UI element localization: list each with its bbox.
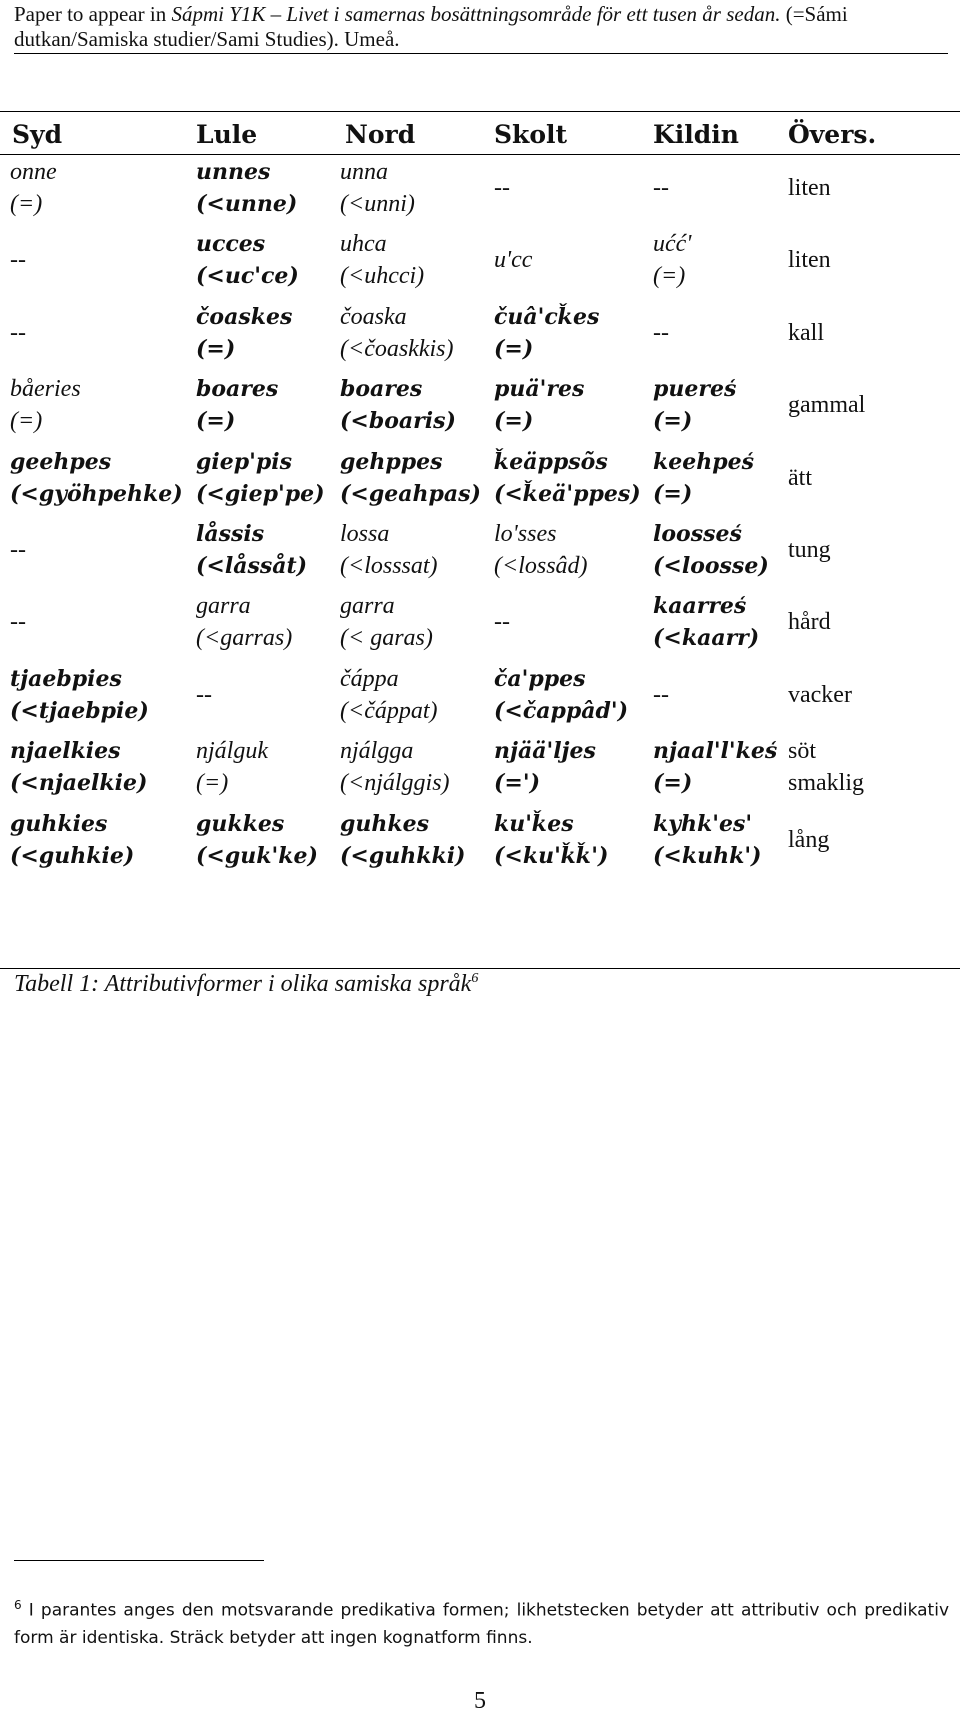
cell-line: -- <box>196 681 212 708</box>
table-cell-skolt <box>494 735 596 799</box>
table-bottom-rule <box>0 968 960 969</box>
cell-line: låssis <box>196 521 265 547</box>
cell-line: (=) <box>653 480 693 507</box>
cell-line: čoaska <box>340 303 407 330</box>
table-cell-syd <box>10 446 183 510</box>
cell-line: lång <box>788 826 830 853</box>
cell-line: (=) <box>10 408 43 435</box>
table-cell-lule <box>196 156 297 220</box>
cell-line: (=) <box>653 770 693 797</box>
table-cell-syd <box>10 808 134 872</box>
table-cell-nord <box>340 735 450 799</box>
column-header-syd: Syd <box>12 120 63 149</box>
cell-line: čáppa <box>340 665 399 692</box>
cell-line: boares <box>196 376 279 403</box>
cell-line: (<uhcci) <box>340 263 425 290</box>
table-cell-nord <box>340 301 453 365</box>
table-cell-nord <box>340 808 465 872</box>
cell-line: gammal <box>788 392 866 419</box>
cell-line: -- <box>653 319 669 346</box>
header-prefix: Paper to appear in <box>14 2 167 26</box>
cell-line: (<geahpas) <box>340 480 481 507</box>
cell-line: liten <box>788 175 831 201</box>
table-cell-kildin <box>653 590 759 654</box>
table-cell-syd <box>10 534 26 566</box>
table-cell-kildin <box>653 446 754 510</box>
cell-line: uhca <box>340 231 387 258</box>
cell-line: pueres̒ <box>653 376 737 403</box>
table-cell-overs <box>788 317 824 349</box>
caption-text: Tabell 1: Attributivformer i olika samiska språk <box>14 971 472 997</box>
cell-line: lo'sses <box>494 521 557 547</box>
column-header-overs: Övers. <box>788 120 877 149</box>
table-cell-lule <box>196 373 278 437</box>
table-cell-overs <box>788 735 864 799</box>
table-cell-skolt <box>494 808 608 872</box>
cell-line: söt <box>788 738 817 765</box>
column-header-nord: Nord <box>345 120 416 149</box>
table-header-rule <box>0 154 960 155</box>
cell-line: ućć' <box>653 231 692 258</box>
table-cell-overs <box>788 679 852 711</box>
cell-line: ucces <box>196 231 266 258</box>
table-cell-overs <box>788 389 865 421</box>
cell-line: (<njaelkie) <box>10 770 148 797</box>
table-cell-syd <box>10 317 26 349</box>
header-suffix: (=Sámi dutkan/Samiska studier/Sami Studies). Umeå. <box>14 2 848 51</box>
table-cell-skolt <box>494 172 510 204</box>
cell-line: (<njálggis) <box>340 770 450 797</box>
table-top-rule <box>0 111 960 112</box>
running-header <box>14 2 944 52</box>
table-caption <box>14 971 478 998</box>
table-cell-syd <box>10 606 26 638</box>
cell-line: (=) <box>494 408 534 435</box>
table-cell-overs <box>788 462 812 494</box>
cell-line: hård <box>788 609 831 636</box>
table-cell-skolt <box>494 606 510 638</box>
column-header-skolt: Skolt <box>494 120 568 149</box>
header-rule <box>14 53 948 54</box>
cell-line: garra <box>340 593 395 620</box>
cell-line: guhkies <box>10 810 108 837</box>
table-cell-nord <box>340 373 456 437</box>
cell-line: kyhk'es' <box>653 810 753 837</box>
cell-line: njaelkies <box>10 738 121 765</box>
cell-line: (<loosse) <box>653 553 769 579</box>
cell-line: -- <box>10 247 26 274</box>
table-cell-syd <box>10 244 26 276</box>
cell-line: (<losssat) <box>340 553 438 579</box>
table-cell-skolt <box>494 663 628 727</box>
table-cell-lule <box>196 301 292 365</box>
table-cell-lule <box>196 590 292 654</box>
table-cell-overs <box>788 172 831 204</box>
table-cell-lule <box>196 808 318 872</box>
cell-line: keehpes̒ <box>653 448 754 475</box>
cell-line: (<guhkki) <box>340 842 466 869</box>
cell-line: (=) <box>196 335 236 362</box>
cell-line: (<kuhk') <box>653 842 762 869</box>
cell-line: -- <box>10 319 26 346</box>
table-cell-kildin <box>653 518 769 582</box>
cell-line: (<unne) <box>196 191 298 217</box>
cell-line: kaarres̒ <box>653 593 747 620</box>
table-cell-lule <box>196 446 325 510</box>
table-cell-nord <box>340 228 424 292</box>
cell-line: geehpes <box>10 448 112 475</box>
cell-line: unnes <box>196 159 271 185</box>
cell-line: -- <box>10 609 26 636</box>
cell-line: smaklig <box>788 770 864 797</box>
cell-line: (<čoaskkis) <box>340 335 454 362</box>
cell-line: lossa <box>340 521 390 547</box>
cell-line: tjaebpies <box>10 665 122 692</box>
cell-line: (<låssåt) <box>196 553 308 579</box>
cell-line: (<kaarr) <box>653 625 760 652</box>
table-cell-nord <box>340 518 438 582</box>
table-cell-kildin <box>653 735 777 799</box>
cell-line: (<lossâd) <box>494 553 588 579</box>
footnote <box>14 1592 949 1652</box>
table-cell-skolt <box>494 373 584 437</box>
cell-line: garra <box>196 593 251 620</box>
page-number: 5 <box>474 1688 486 1714</box>
table-cell-skolt <box>494 244 532 276</box>
table-cell-nord <box>340 156 415 220</box>
cell-line: (<unni) <box>340 191 415 217</box>
cell-line: njálguk <box>196 738 268 765</box>
table-cell-overs <box>788 534 831 566</box>
table-cell-overs <box>788 606 831 638</box>
cell-line: tung <box>788 537 831 563</box>
cell-line: ča'ppes <box>494 665 586 692</box>
table-cell-kildin <box>653 228 691 292</box>
table-cell-lule <box>196 679 212 711</box>
cell-line: (< garas) <box>340 625 433 652</box>
header-title: Sápmi Y1K – Livet i samernas bosättningsområde för ett tusen år sedan. <box>171 2 781 26</box>
cell-line: gehppes <box>340 448 443 475</box>
table-cell-lule <box>196 735 268 799</box>
cell-line: (<čáppat) <box>340 697 438 724</box>
cell-line: (=') <box>494 770 540 797</box>
table-cell-overs <box>788 244 831 276</box>
table-cell-lule <box>196 518 307 582</box>
table-cell-nord <box>340 590 433 654</box>
cell-line: -- <box>653 175 669 201</box>
cell-line: (<giep'pe) <box>196 480 325 507</box>
cell-line: (=) <box>196 770 229 797</box>
cell-line: čoaskes <box>196 303 293 330</box>
cell-line: (<čappâd') <box>494 697 629 724</box>
cell-line: (<guhkie) <box>10 842 135 869</box>
footnote-text: I parantes anges den motsvarande predikativa formen; likhetstecken betyder att attributiv och predikativ form är identiska. Sträck betyder att ingen kognatform finns. <box>14 1600 950 1648</box>
cell-line: (<garras) <box>196 625 293 652</box>
cell-line: (=) <box>653 408 693 435</box>
table-cell-nord <box>340 446 481 510</box>
cell-line: -- <box>494 175 510 201</box>
cell-line: (<boaris) <box>340 408 456 435</box>
column-header-kildin: Kildin <box>653 120 739 149</box>
cell-line: guhkes <box>340 810 429 837</box>
cell-line: ätt <box>788 464 812 491</box>
table-cell-nord <box>340 663 438 727</box>
cell-line: njálgga <box>340 738 414 765</box>
table-cell-syd <box>10 663 149 727</box>
cell-line: (<ku'ǩǩ') <box>494 842 609 869</box>
cell-line: onne <box>10 159 57 185</box>
cell-line: njää'ljes <box>494 738 596 765</box>
cell-line: njaal'l'kes̒ <box>653 738 778 765</box>
cell-line: (=) <box>494 335 534 362</box>
cell-line: (=) <box>196 408 236 435</box>
cell-line: gukkes <box>196 810 285 837</box>
cell-line: loosses̒ <box>653 521 742 547</box>
table-cell-syd <box>10 373 81 437</box>
caption-footnote-mark: 6 <box>471 971 479 986</box>
table-cell-kildin <box>653 679 669 711</box>
cell-line: unna <box>340 159 388 185</box>
cell-line: (=) <box>10 191 43 217</box>
table-cell-kildin <box>653 317 669 349</box>
table-cell-lule <box>196 228 299 292</box>
table-cell-skolt <box>494 301 599 365</box>
cell-line: -- <box>494 609 510 636</box>
cell-line: -- <box>653 681 669 708</box>
cell-line: liten <box>788 247 831 274</box>
cell-line: čuâ'cǩes <box>494 303 600 330</box>
table-cell-kildin <box>653 373 736 437</box>
cell-line: boares <box>340 376 423 403</box>
cell-line: (<uc'ce) <box>196 263 299 290</box>
cell-line: vacker <box>788 681 852 708</box>
table-cell-syd <box>10 735 147 799</box>
footnote-rule <box>14 1560 264 1561</box>
cell-line: ǩeäppsõs <box>494 448 608 475</box>
column-header-lule: Lule <box>196 120 258 149</box>
footnote-mark: 6 <box>14 1598 22 1612</box>
cell-line: giep'pis <box>196 448 292 475</box>
cell-line: u'cc <box>494 247 533 274</box>
cell-line: puä'res <box>494 376 585 403</box>
cell-line: ku'ǩes <box>494 810 574 837</box>
cell-line: kall <box>788 319 824 346</box>
cell-line: båeries <box>10 376 81 403</box>
table-cell-overs <box>788 824 829 856</box>
table-cell-kildin <box>653 808 761 872</box>
table-cell-kildin <box>653 172 669 204</box>
table-cell-skolt <box>494 518 588 582</box>
cell-line: (<ǩeä'ppes) <box>494 480 641 507</box>
cell-line: (=) <box>653 263 686 290</box>
table-cell-syd <box>10 156 57 220</box>
cell-line: (<guk'ke) <box>196 842 318 869</box>
cell-line: -- <box>10 537 26 563</box>
cell-line: (<gyöhpehke) <box>10 480 183 507</box>
cell-line: (<tjaebpie) <box>10 697 149 724</box>
table-cell-skolt <box>494 446 641 510</box>
